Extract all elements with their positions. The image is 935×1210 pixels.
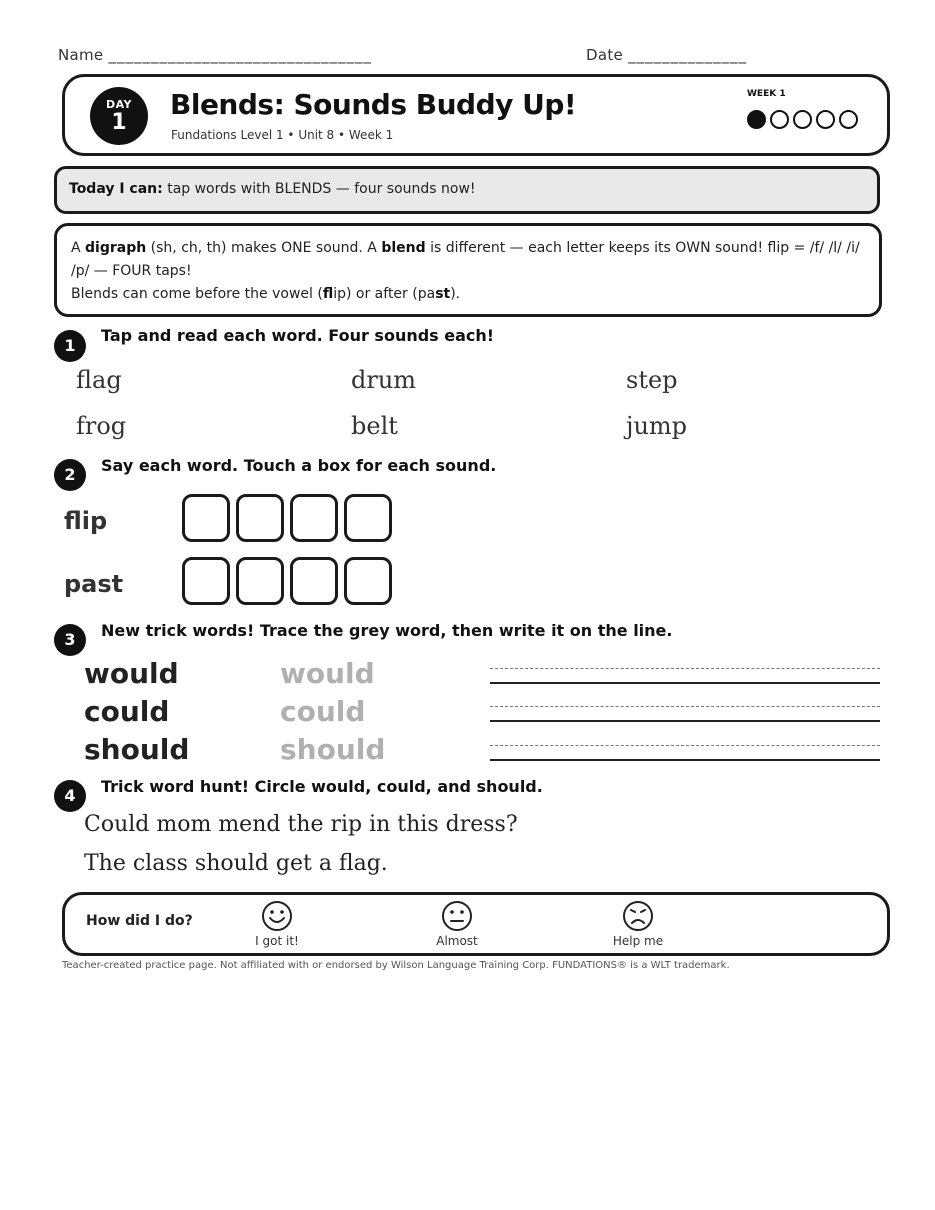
hunt-sentence[interactable]: The class should get a flag. bbox=[84, 851, 388, 876]
progress-dot bbox=[770, 110, 789, 129]
info-paragraph-1 bbox=[71, 237, 865, 283]
day-number: 1 bbox=[111, 110, 127, 135]
hunt-sentence[interactable]: Could mom mend the rip in this dress? bbox=[84, 812, 518, 837]
day-badge bbox=[90, 87, 148, 145]
name-field[interactable] bbox=[58, 46, 372, 64]
progress-dot bbox=[747, 110, 766, 129]
write-line[interactable] bbox=[490, 706, 880, 722]
info-bold: st bbox=[435, 286, 451, 302]
info-text: ip) or after (pa bbox=[333, 286, 436, 302]
today-goal-box bbox=[54, 166, 880, 214]
trace-word[interactable]: would bbox=[280, 657, 375, 690]
section-4-title: Trick word hunt! Circle would, could, and should. bbox=[101, 777, 543, 796]
tap-word[interactable]: belt bbox=[351, 412, 398, 440]
sound-box[interactable] bbox=[344, 494, 392, 542]
day-label: DAY bbox=[105, 98, 133, 111]
sound-box-row bbox=[182, 494, 392, 542]
sad-face-icon bbox=[622, 900, 654, 932]
date-field[interactable] bbox=[586, 46, 747, 64]
page-title: Blends: Sounds Buddy Up! bbox=[170, 88, 577, 121]
self-check-label: Help me bbox=[612, 934, 664, 948]
date-blank: ______________ bbox=[628, 46, 748, 64]
page-subtitle: Fundations Level 1 • Unit 8 • Week 1 bbox=[171, 128, 394, 142]
trick-word: could bbox=[84, 695, 170, 728]
info-text: (sh, ch, th) makes ONE sound. A bbox=[146, 240, 382, 256]
trick-word: should bbox=[84, 733, 190, 766]
smiley-face-icon bbox=[261, 900, 293, 932]
neutral-face-icon bbox=[441, 900, 473, 932]
self-check-option-got-it[interactable] bbox=[247, 900, 307, 948]
week-label: WEEK 1 bbox=[747, 89, 786, 99]
sound-box[interactable] bbox=[182, 557, 230, 605]
trace-word[interactable]: could bbox=[280, 695, 366, 728]
progress-dot bbox=[839, 110, 858, 129]
date-label: Date bbox=[586, 46, 624, 64]
info-text: Blends can come before the vowel ( bbox=[71, 286, 323, 302]
trick-word: would bbox=[84, 657, 179, 690]
section-2-number: 2 bbox=[54, 459, 86, 491]
self-check-label: Almost bbox=[436, 934, 478, 948]
sound-box[interactable] bbox=[236, 494, 284, 542]
info-bold: blend bbox=[381, 240, 426, 256]
info-paragraph-2 bbox=[71, 283, 865, 306]
info-bold: digraph bbox=[85, 240, 147, 256]
name-label: Name bbox=[58, 46, 104, 64]
today-lead: Today I can: bbox=[69, 181, 163, 197]
section-1-title: Tap and read each word. Four sounds each! bbox=[101, 326, 495, 345]
self-check-question: How did I do? bbox=[86, 913, 193, 929]
self-check-option-help[interactable] bbox=[605, 900, 671, 948]
sound-box[interactable] bbox=[182, 494, 230, 542]
tap-word[interactable]: flag bbox=[76, 366, 122, 394]
self-check-option-almost[interactable] bbox=[427, 900, 487, 948]
info-text: A bbox=[71, 240, 86, 256]
today-text: tap words with BLENDS — four sounds now! bbox=[162, 181, 476, 197]
info-box bbox=[54, 223, 882, 317]
tap-word[interactable]: drum bbox=[351, 366, 417, 394]
sound-box[interactable] bbox=[290, 557, 338, 605]
info-bold: fl bbox=[322, 286, 334, 302]
footer-disclaimer: Teacher-created practice page. Not affiliated with or endorsed by Wilson Language Training Corp. FUNDATIONS® is a WLT trademark. bbox=[62, 960, 730, 971]
tap-word[interactable]: frog bbox=[76, 412, 127, 440]
name-blank: _______________________________ bbox=[108, 46, 373, 64]
sound-word: flip bbox=[64, 507, 108, 535]
tap-word[interactable]: step bbox=[626, 366, 678, 394]
section-3-number: 3 bbox=[54, 624, 86, 656]
sound-box[interactable] bbox=[236, 557, 284, 605]
tap-word[interactable]: jump bbox=[626, 412, 688, 440]
sound-word: past bbox=[64, 570, 124, 598]
progress-dot bbox=[816, 110, 835, 129]
write-line[interactable] bbox=[490, 745, 880, 761]
info-text: ). bbox=[450, 286, 461, 302]
trace-word[interactable]: should bbox=[280, 733, 386, 766]
section-3-title: New trick words! Trace the grey word, then write it on the line. bbox=[101, 621, 673, 640]
sound-box-row bbox=[182, 557, 392, 605]
sound-box[interactable] bbox=[344, 557, 392, 605]
progress-dot bbox=[793, 110, 812, 129]
section-2-title: Say each word. Touch a box for each sound. bbox=[101, 456, 497, 475]
info-text: is different — each letter keeps its OWN sound! flip = /f/ /l/ /i/ /p/ — FOUR taps! bbox=[71, 240, 860, 279]
write-line[interactable] bbox=[490, 668, 880, 684]
section-4-number: 4 bbox=[54, 780, 86, 812]
self-check-label: I got it! bbox=[255, 934, 299, 948]
sound-box[interactable] bbox=[290, 494, 338, 542]
section-1-number: 1 bbox=[54, 330, 86, 362]
week-progress bbox=[747, 110, 858, 129]
